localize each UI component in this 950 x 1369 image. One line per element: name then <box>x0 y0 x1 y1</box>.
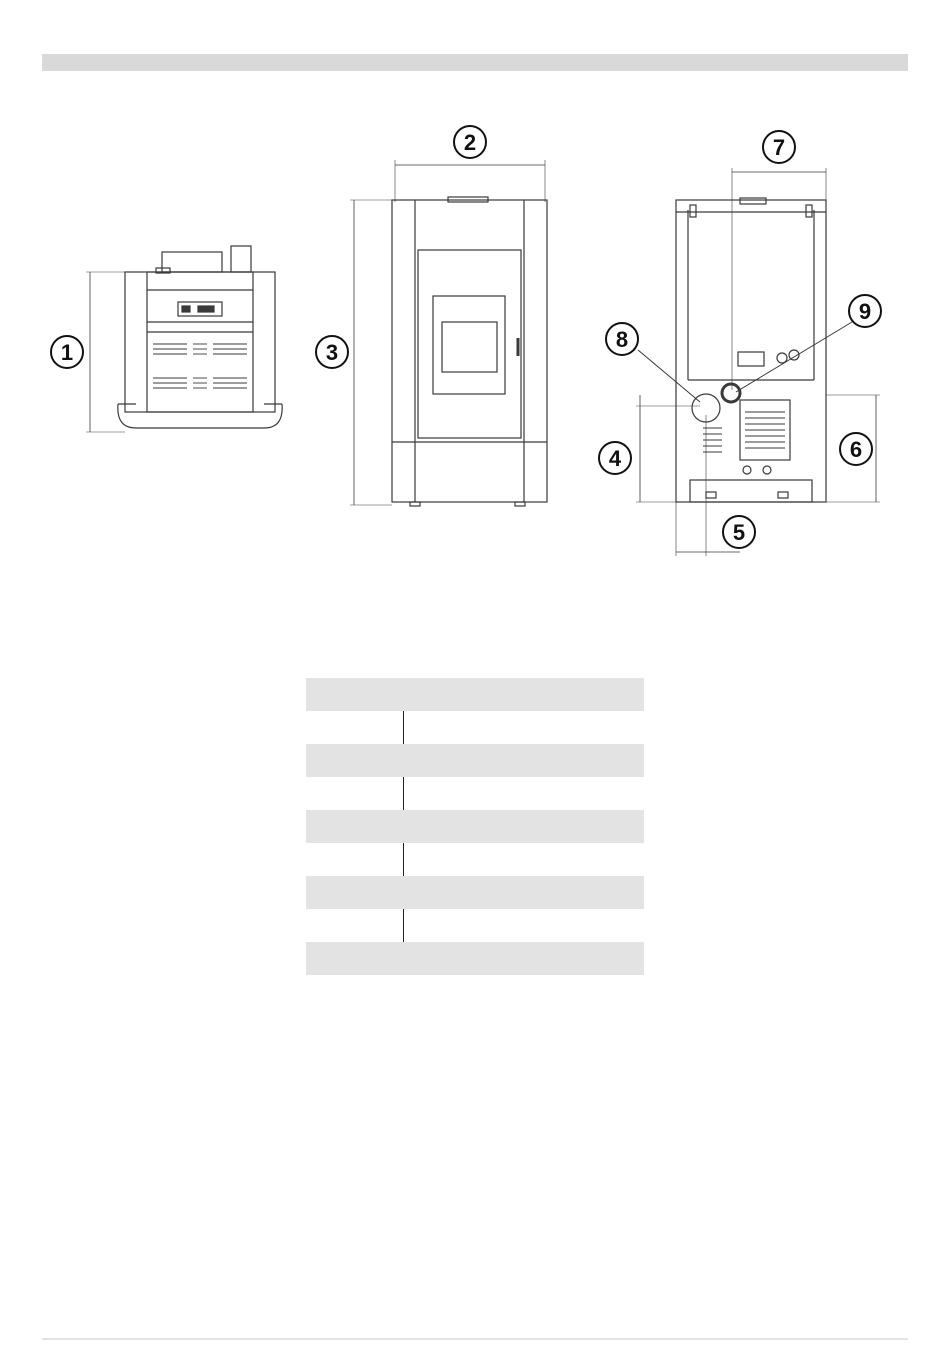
table-row <box>306 678 644 711</box>
svg-text:2: 2 <box>463 130 477 155</box>
svg-text:1: 1 <box>60 340 74 365</box>
callout-5 <box>723 516 755 548</box>
row-label <box>306 744 403 777</box>
svg-text:4: 4 <box>608 446 622 471</box>
row-value <box>403 777 644 810</box>
stove-dimension-drawings <box>0 0 950 600</box>
row-value <box>403 843 644 876</box>
table-row <box>306 810 644 843</box>
row-label <box>306 810 403 843</box>
row-label <box>306 777 403 810</box>
row-value <box>403 909 644 942</box>
rear-view-drawing <box>636 168 880 556</box>
row-value <box>403 942 644 975</box>
top-view-drawing <box>86 246 282 432</box>
callout-4 <box>599 442 631 474</box>
callout-markers <box>51 126 881 548</box>
table-row <box>306 777 644 810</box>
row-label <box>306 678 403 711</box>
front-view-drawing <box>350 160 547 506</box>
callout-9 <box>849 295 881 327</box>
callout-7 <box>763 131 795 163</box>
table-row <box>306 711 644 744</box>
row-value <box>403 711 644 744</box>
row-value <box>403 810 644 843</box>
table-row <box>306 909 644 942</box>
row-value <box>403 678 644 711</box>
callout-1 <box>51 336 83 368</box>
callout-3 <box>316 336 348 368</box>
table-row <box>306 843 644 876</box>
page-footer-rule <box>42 1338 908 1340</box>
svg-text:8: 8 <box>615 327 629 352</box>
svg-text:6: 6 <box>849 437 863 462</box>
dimensions-table <box>306 678 644 975</box>
svg-text:3: 3 <box>325 340 339 365</box>
row-label <box>306 711 403 744</box>
svg-text:9: 9 <box>858 299 872 324</box>
table-row <box>306 942 644 975</box>
table-row <box>306 744 644 777</box>
row-label <box>306 876 403 909</box>
row-value <box>403 744 644 777</box>
row-label <box>306 942 403 975</box>
callout-6 <box>840 433 872 465</box>
row-value <box>403 876 644 909</box>
table-row <box>306 876 644 909</box>
callout-2 <box>454 126 486 158</box>
callout-8 <box>606 323 638 355</box>
row-label <box>306 843 403 876</box>
svg-text:5: 5 <box>732 520 746 545</box>
svg-text:7: 7 <box>772 135 786 160</box>
row-label <box>306 909 403 942</box>
